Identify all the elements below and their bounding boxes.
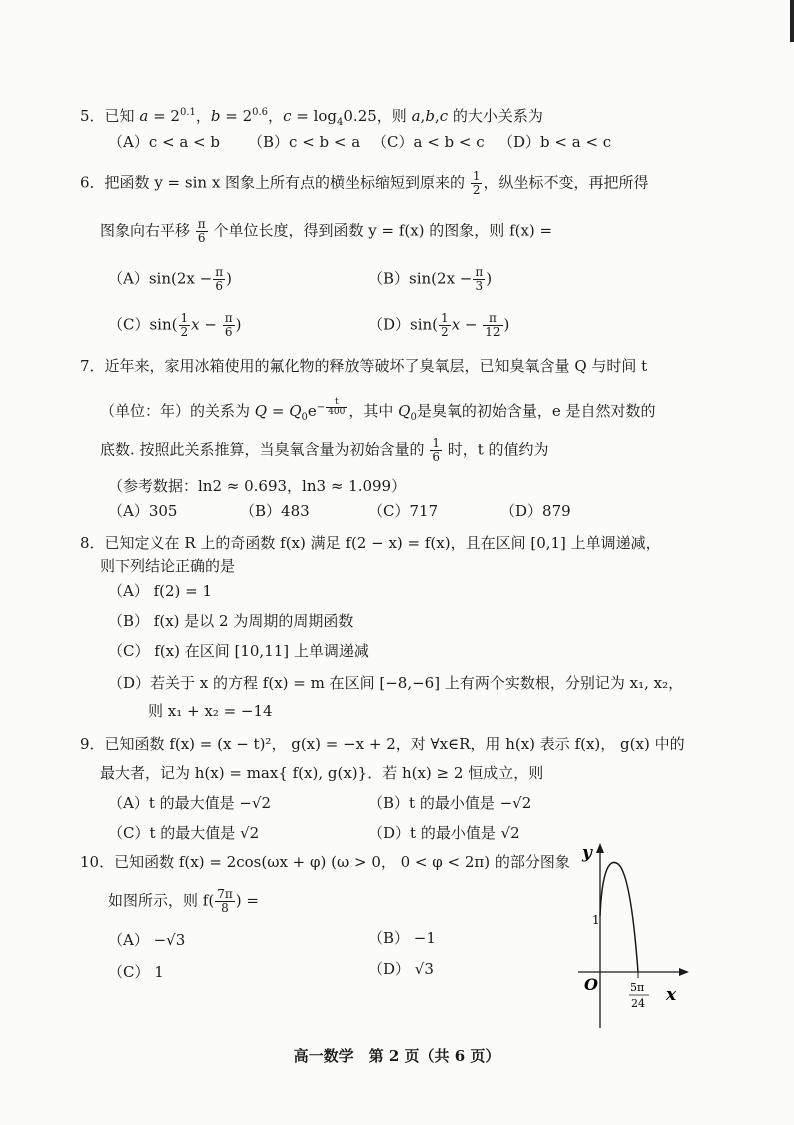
question-8-line-1: 8．已知定义在 R 上的奇函数 f(x) 满足 f(2 − x) = f(x)，且在区间 [0,1] 上单调递减， (80, 534, 661, 552)
question-6-option-c: （C）sin( $\frac{1}{2}$ x − $\frac{\pi}{6}$ ) (108, 311, 242, 339)
page-edge-mark (790, 0, 794, 42)
question-7-reference-data: （参考数据：ln2 ≈ 0.693，ln3 ≈ 1.099） (108, 477, 407, 495)
question-8-option-d: （D）若关于 x 的方程 f(x) = m 在区间 [−8,−6] 上有两个实数根，分别记为 x₁, x₂， (108, 674, 684, 692)
origin-label: O (584, 975, 598, 994)
x-axis-label: x (666, 985, 677, 1005)
question-number: 9． (80, 735, 105, 753)
question-9-option-d: （D）t 的最小值是 √2 (368, 824, 520, 842)
cosine-partial-graph (570, 838, 695, 1033)
question-10-option-a: （A） −√3 (108, 931, 186, 949)
question-7-option-a: （A）305 (108, 502, 178, 520)
y-axis-label: y (582, 843, 592, 863)
fraction-pi-over-6: $\frac{\pi}{6}$ (197, 217, 206, 245)
question-10-line-1: 10．已知函数 f(x) = 2cos(ωx + φ) (ω > 0， 0 < φ < 2π) 的部分图象 (80, 853, 570, 871)
question-10-line-2: 如图所示，则 f( $\frac{7\pi}{8}$ ) = (108, 887, 259, 915)
fraction-one-sixth: $\frac{1}{6}$ (432, 436, 440, 464)
graph-curve (600, 862, 638, 972)
question-8-option-b: （B） f(x) 是以 2 为周期的周期函数 (108, 612, 354, 630)
question-7-line-3: 底数. 按照此关系推算，当臭氧含量为初始含量的 $\frac{1}{6}$ 时，t 的值约为 (100, 436, 549, 464)
question-6-option-a: （A）sin(2x − $\frac{\pi}{6}$ ) (108, 265, 232, 293)
question-5-option-c: （C）a < b < c (372, 133, 485, 151)
question-5-option-d: （D）b < a < c (498, 133, 612, 151)
fraction-one-half: $\frac{1}{2}$ (472, 169, 481, 197)
question-10-option-b: （B） −1 (368, 929, 436, 947)
question-5-stem: 5．已知 $a = 2^{0.1}$，$b = 2^{0.6}$，$c = \log_40.25$，则 a,b,c 的大小关系为 (80, 107, 543, 128)
question-9-option-b: （B）t 的最小值是 −√2 (368, 794, 532, 812)
question-6-line-2: 图象向右平移 $\frac{\pi}{6}$ 个单位长度，得到函数 y = f(x) 的图象，则 f(x) = (100, 217, 553, 245)
page-footer: 高一数学 第 2 页（共 6 页） (293, 1047, 501, 1065)
question-7-line-1: 7．近年来，家用冰箱使用的氟化物的释放等破坏了臭氧层，已知臭氧含量 Q 与时间 t (80, 357, 648, 375)
question-5-option-a: （A）c < a < b (108, 133, 220, 151)
question-6-line-1: 6．把函数 y = sin x 图象上所有点的横坐标缩短到原来的 $\frac{1}{2}$ ，纵坐标不变，再把所得 (80, 169, 649, 197)
question-number: 8． (80, 534, 105, 552)
question-7-option-d: （D）879 (500, 502, 571, 520)
question-6-option-d: （D）sin( $\frac{1}{2}$ x − $\frac{\pi}{12}$ ) (368, 311, 510, 339)
question-7-option-c: （C）717 (368, 502, 439, 520)
question-number: 7． (80, 357, 105, 375)
question-number: 6． (80, 173, 105, 192)
question-9-line-1: 9．已知函数 f(x) = (x − t)²， g(x) = −x + 2，对 ∀x∈R，用 h(x) 表示 f(x)， g(x) 中的 (80, 735, 685, 753)
question-10-option-d: （D） √3 (368, 960, 434, 978)
x-tick-denominator: 24 (631, 997, 645, 1010)
question-number: 10． (80, 853, 115, 871)
question-9-line-2: 最大者，记为 h(x) = max{ f(x), g(x)}．若 h(x) ≥ 2 恒成立，则 (100, 764, 544, 782)
question-9-option-c: （C）t 的最大值是 √2 (108, 824, 260, 842)
question-8-option-c: （C） f(x) 在区间 [10,11] 上单调递减 (108, 642, 369, 660)
question-7-line-2: （单位：年）的关系为 $Q = Q_0e^{- \frac{t}{400}}$ ，其中 $Q_0$是臭氧的初始含量，e 是自然对数的 (100, 397, 656, 423)
question-8-option-d-cont: 则 x₁ + x₂ = −14 (148, 702, 273, 720)
question-10-option-c: （C） 1 (108, 963, 164, 981)
y-tick-label: 1 (592, 913, 600, 927)
question-6-option-b: （B）sin(2x − $\frac{\pi}{3}$ ) (368, 265, 493, 293)
question-7-option-b: （B）483 (240, 502, 310, 520)
question-8-option-a: （A） f(2) = 1 (108, 582, 213, 600)
x-tick-numerator: 5π (630, 981, 645, 994)
x-axis-arrow (679, 968, 689, 976)
question-9-option-a: （A）t 的最大值是 −√2 (108, 794, 272, 812)
question-number: 5． (80, 107, 105, 125)
fraction-7pi-over-8: $\frac{7\pi}{8}$ (217, 887, 233, 915)
y-axis-arrow (596, 843, 604, 853)
question-8-line-2: 则下列结论正确的是 (100, 557, 236, 575)
question-5-option-b: （B）c < b < a (248, 133, 361, 151)
